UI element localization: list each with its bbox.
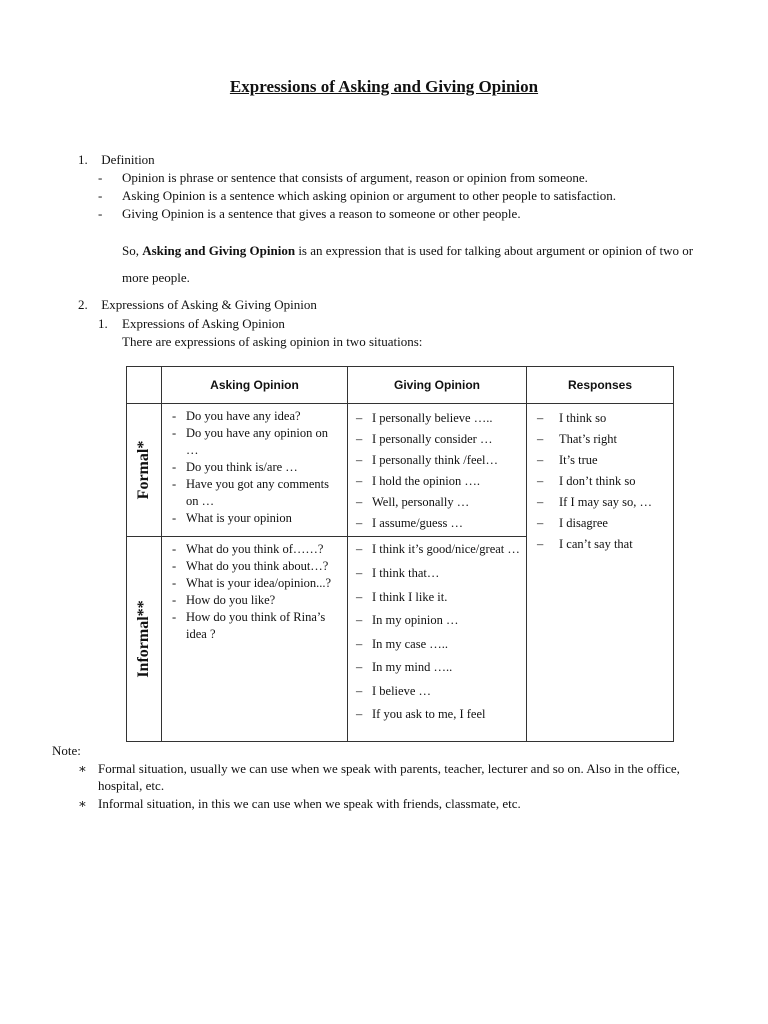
section-1-number: 1. xyxy=(78,152,88,167)
note-section xyxy=(52,742,702,813)
list-item: – I can’t say that xyxy=(533,534,669,555)
informal-asking-cell xyxy=(162,537,348,742)
section-1-heading xyxy=(78,152,155,168)
list-item: - Do you think is/are … xyxy=(168,459,343,476)
note-item: ∗ Informal situation, in this we can use when we speak with friends, classmate, etc. xyxy=(78,796,521,811)
summary-bold-term: Asking and Giving Opinion xyxy=(142,243,296,258)
list-item: - Do you have any opinion on … xyxy=(168,425,343,459)
asterisk-bullet-icon: ∗ xyxy=(78,761,87,776)
subsection-intro: There are expressions of asking opinion in two situations: xyxy=(122,334,423,349)
list-item: – In my mind ….. xyxy=(354,656,522,680)
header-asking-opinion: Asking Opinion xyxy=(162,367,348,404)
informal-giving-list xyxy=(348,537,526,729)
summary-paragraph: So, Asking and Giving Opinion is an expression that is used for talking about argument or opinion of two or more people. xyxy=(122,243,694,285)
list-item: – I disagree xyxy=(533,513,669,534)
list-item: – I personally consider … xyxy=(354,429,522,450)
section-2-heading xyxy=(78,297,317,313)
definition-bullet: - Asking Opinion is a sentence which asking opinion or argument to other people to satisfaction. xyxy=(98,188,617,203)
header-empty-cell xyxy=(127,367,162,404)
list-item: – If I may say so, … xyxy=(533,492,669,513)
informal-label-cell xyxy=(127,537,162,742)
list-item: – I personally believe ….. xyxy=(354,408,522,429)
list-item: - How do you like? xyxy=(168,592,343,609)
list-item: – I personally think /feel… xyxy=(354,450,522,471)
formal-label: Formal* xyxy=(135,440,152,500)
list-item: - How do you think of Rina’s idea ? xyxy=(168,609,343,643)
informal-giving-cell xyxy=(348,537,527,742)
list-item: – I think it’s good/nice/great … xyxy=(354,541,522,562)
list-item: – If you ask to me, I feel xyxy=(354,703,522,727)
formal-asking-list xyxy=(162,404,347,529)
subsection-heading: 1. Expressions of Asking Opinion xyxy=(98,316,285,331)
list-item: - What do you think of……? xyxy=(168,541,343,558)
formal-giving-cell xyxy=(348,404,527,537)
note-item: ∗ Formal situation, usually we can use when we speak with parents, teacher, lecturer and so on. Also in the office, hospital, etc. xyxy=(78,761,680,793)
list-item: – Well, personally … xyxy=(354,492,522,513)
informal-asking-list xyxy=(162,537,347,645)
list-item: – In my opinion … xyxy=(354,609,522,633)
list-item: – I think I like it. xyxy=(354,586,522,610)
header-responses: Responses xyxy=(527,367,674,404)
list-item: - What is your idea/opinion...? xyxy=(168,575,343,592)
list-item: - What do you think about…? xyxy=(168,558,343,575)
opinion-table xyxy=(126,366,674,742)
note-label: Note: xyxy=(52,743,81,758)
list-item: – I assume/guess … xyxy=(354,513,522,534)
responses-list xyxy=(527,404,673,557)
formal-label-cell xyxy=(127,404,162,537)
section-2-title: Expressions of Asking & Giving Opinion xyxy=(101,297,317,312)
list-item: - Do you have any idea? xyxy=(168,408,343,425)
list-item: - Have you got any comments on … xyxy=(168,476,343,510)
formal-asking-cell xyxy=(162,404,348,537)
list-item: – I think so xyxy=(533,408,669,429)
section-1-title: Definition xyxy=(101,152,155,167)
section-2-number: 2. xyxy=(78,297,88,312)
list-item: – I believe … xyxy=(354,680,522,704)
list-item: – I think that… xyxy=(354,562,522,586)
asterisk-bullet-icon: ∗ xyxy=(78,796,87,811)
table-header-row xyxy=(127,367,674,404)
list-item: – That’s right xyxy=(533,429,669,450)
list-item: – I don’t think so xyxy=(533,471,669,492)
definition-bullet: - Giving Opinion is a sentence that gives a reason to someone or other people. xyxy=(98,206,521,221)
informal-label: Informal** xyxy=(135,600,152,678)
table-row-formal xyxy=(127,404,674,537)
list-item: – In my case ….. xyxy=(354,633,522,657)
definition-bullet: - Opinion is phrase or sentence that consists of argument, reason or opinion from someone. xyxy=(98,170,588,185)
responses-cell xyxy=(527,404,674,742)
list-item: – I hold the opinion …. xyxy=(354,471,522,492)
list-item: - What is your opinion xyxy=(168,510,343,527)
page-title: Expressions of Asking and Giving Opinion xyxy=(229,77,539,96)
list-item: – It’s true xyxy=(533,450,669,471)
formal-giving-list xyxy=(348,404,526,536)
header-giving-opinion: Giving Opinion xyxy=(348,367,527,404)
